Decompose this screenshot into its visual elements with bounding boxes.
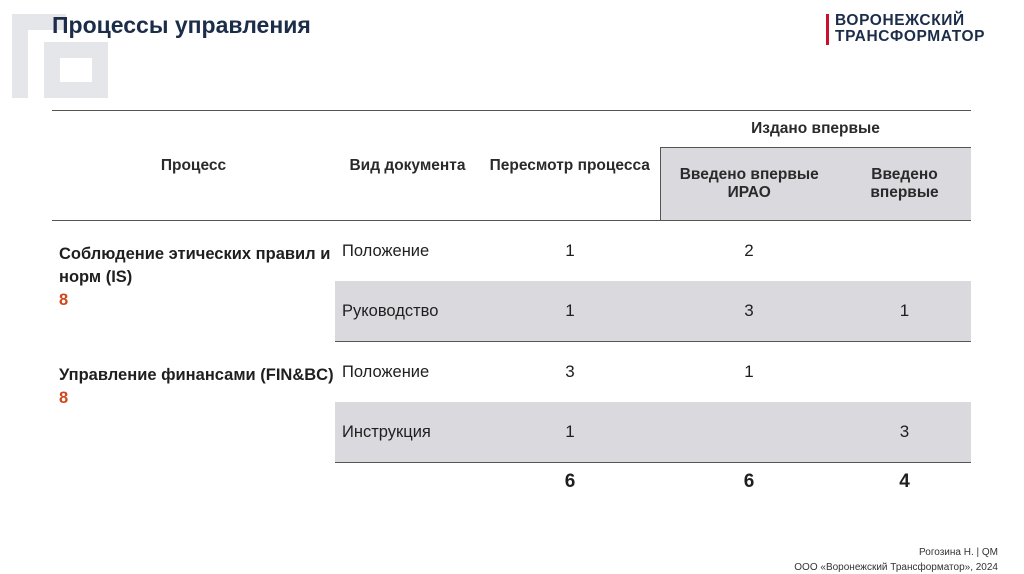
footer-company: ООО «Воронежский Трансформатор», 2024 [794, 562, 998, 573]
review-cell: 3 [565, 362, 575, 381]
issued-new-cell [838, 342, 971, 403]
process-cell [52, 342, 335, 463]
issued-new-cell: 3 [838, 402, 971, 463]
process-count: 8 [59, 388, 69, 407]
review-cell: 1 [565, 241, 575, 260]
totals-empty-cell [335, 463, 480, 502]
col-header-review: Пересмотр процесса [480, 111, 660, 221]
process-cell [52, 221, 335, 342]
col-header-issued-group: Издано впервые [660, 111, 971, 148]
col-header-issued-irao: Введено впервые ИРАО [660, 148, 838, 221]
totals-empty-cell [52, 463, 335, 502]
total-irao-cell: 6 [743, 471, 755, 492]
totals-row [52, 463, 971, 502]
total-review-cell: 6 [564, 471, 576, 492]
company-logo [826, 12, 1016, 46]
logo-accent-bar [826, 14, 829, 45]
logo-text-line1: ВОРОНЕЖСКИЙ [835, 12, 965, 29]
footer-author: Рогозина Н. | QM [919, 547, 998, 558]
issued-irao-cell: 1 [744, 362, 754, 381]
col-header-process: Процесс [52, 111, 335, 221]
col-header-doc-type: Вид документа [335, 111, 480, 221]
issued-new-cell: 1 [838, 281, 971, 342]
review-cell: 1 [480, 281, 660, 342]
issued-new-cell [838, 221, 971, 282]
doc-type-cell: Положение [342, 362, 430, 381]
process-count: 8 [59, 291, 69, 309]
table-row [52, 221, 971, 282]
logo-text-line2: ТРАНСФОРМАТОР [835, 28, 986, 45]
issued-irao-cell: 2 [744, 241, 754, 260]
total-new-cell: 4 [899, 471, 910, 492]
page-title: Процессы управления [52, 12, 311, 38]
doc-type-cell: Положение [342, 241, 430, 260]
col-header-issued-new: Введено впервые [838, 148, 971, 221]
processes-table [52, 110, 971, 501]
issued-irao-cell [660, 402, 838, 463]
issued-irao-cell: 3 [660, 281, 838, 342]
table-row [52, 342, 971, 403]
review-cell: 1 [480, 402, 660, 463]
process-name: Управление финансами (FIN&BC) [59, 365, 334, 384]
doc-type-cell: Инструкция [335, 402, 480, 463]
doc-type-cell: Руководство [335, 281, 480, 342]
process-name: Соблюдение этических правил и норм (IS) [59, 245, 331, 286]
